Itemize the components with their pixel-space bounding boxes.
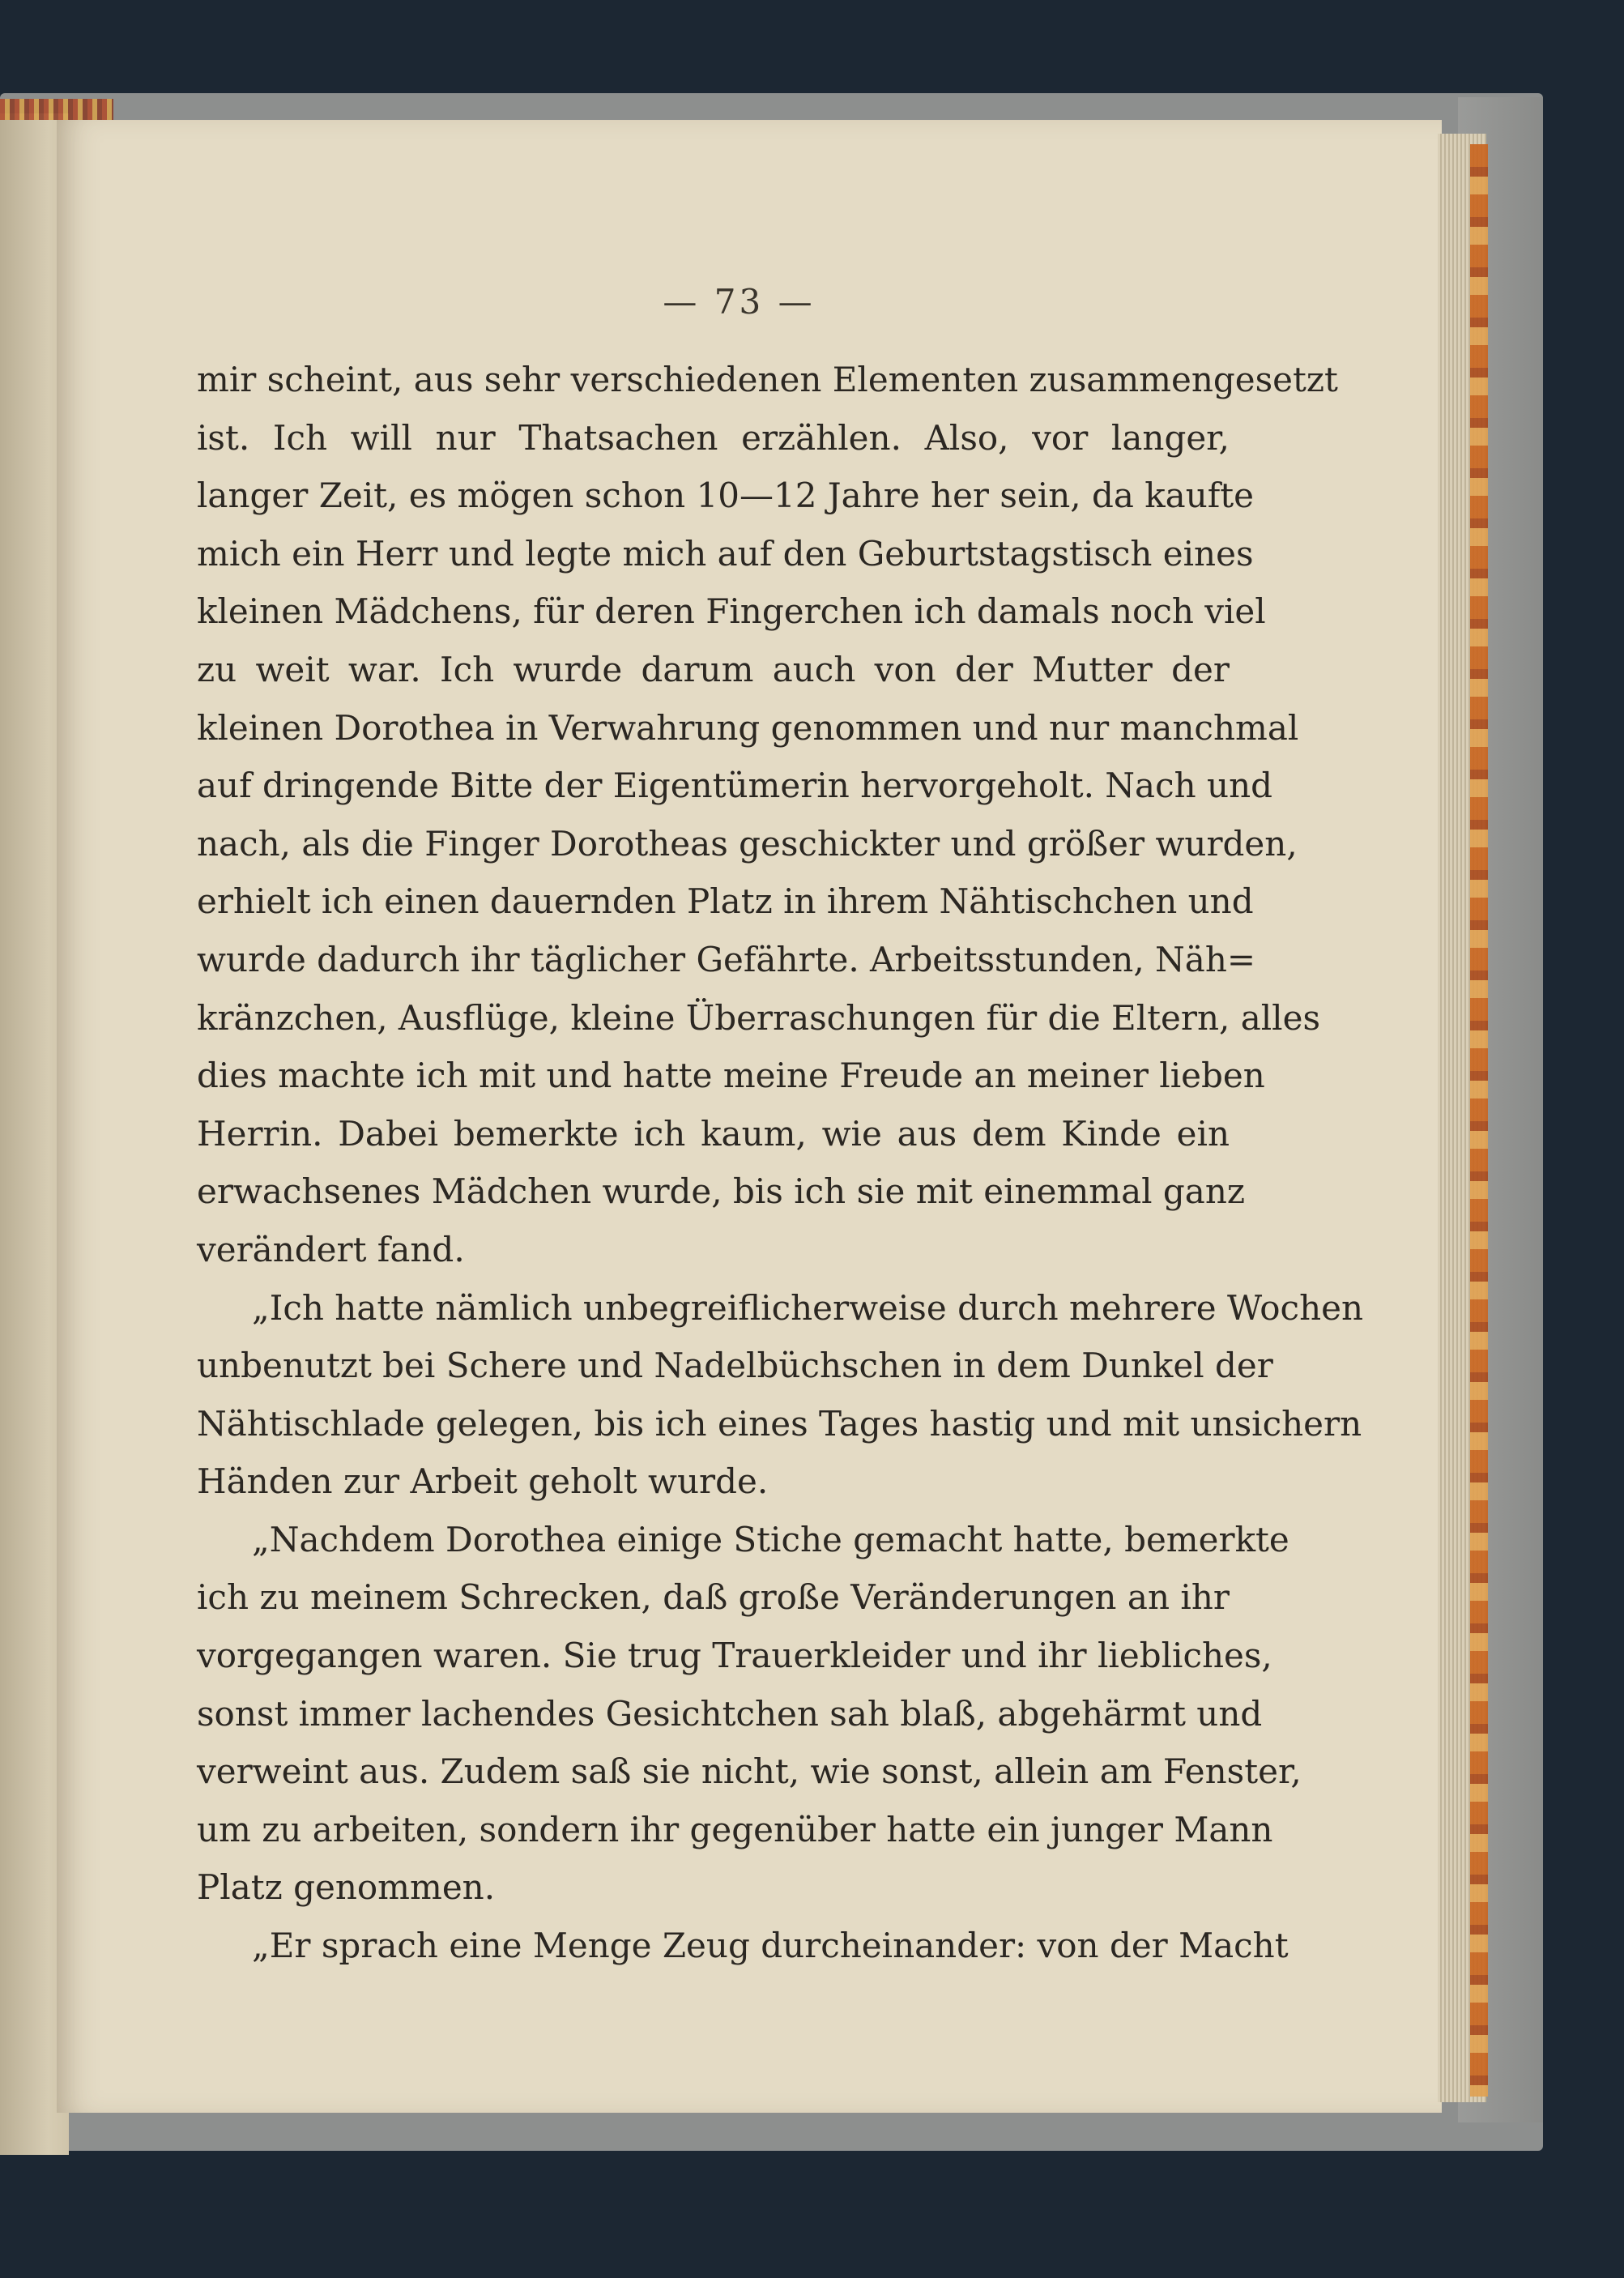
text-line: Platz genommen.	[197, 1867, 496, 1908]
text-line: um zu arbeiten, sondern ihr gegenüber hatte ein junger Mann	[197, 1809, 1273, 1849]
text-line: „Ich hatte nämlich unbegreiflicherweise durch mehrere Wochen	[252, 1287, 1364, 1328]
text-line: „Nachdem Dorothea einige Stiche gemacht hatte, bemerkte	[252, 1519, 1289, 1559]
bookmark-ribbon	[1470, 144, 1488, 2097]
text-line: nach, als die Finger Dorotheas geschickter und größer wurden,	[197, 823, 1298, 864]
text-line: Nähtischlade gelegen, bis ich eines Tages hastig und mit unsichern	[197, 1403, 1362, 1444]
text-line: mir scheint, aus sehr verschiedenen Elementen zusammengesetzt	[197, 360, 1338, 399]
text-line: erhielt ich einen dauernden Platz in ihrem Nähtischchen und	[197, 881, 1254, 922]
text-line: „Er sprach eine Menge Zeug durcheinander: von der Macht	[252, 1926, 1289, 1966]
text-line: zu weit war. Ich wurde darum auch von der Mutter der	[197, 649, 1230, 689]
text-line: kleinen Dorothea in Verwahrung genommen und nur manchmal	[197, 707, 1299, 748]
text-line: wurde dadurch ihr täglicher Gefährte. Arbeitsstunden, Näh=	[197, 939, 1256, 979]
text-line: kränzchen, Ausflüge, kleine Überraschungen für die Eltern, alles	[197, 997, 1321, 1038]
text-line: auf dringende Bitte der Eigentümerin hervorgeholt. Nach und	[197, 766, 1273, 806]
text-line: Herrin. Dabei bemerkte ich kaum, wie aus dem Kinde ein	[197, 1113, 1230, 1154]
page-number: — 73 —	[663, 282, 816, 322]
text-line: unbenutzt bei Schere und Nadelbüchschen in dem Dunkel der	[197, 1346, 1273, 1386]
text-line: dies machte ich mit und hatte meine Freude an meiner lieben	[197, 1056, 1265, 1096]
spine-decoration	[0, 99, 113, 120]
text-line: erwachsenes Mädchen wurde, bis ich sie mit einemmal ganz	[197, 1171, 1246, 1212]
page-text	[197, 351, 1364, 1975]
text-line: kleinen Mädchens, für deren Fingerchen ich damals noch viel	[197, 591, 1266, 632]
text-line: langer Zeit, es mögen schon 10—12 Jahre her sein, da kaufte	[197, 476, 1255, 516]
text-line: mich ein Herr und legte mich auf den Geburtstagstisch eines	[197, 533, 1254, 574]
text-line: sonst immer lachendes Gesichtchen sah blaß, abgehärmt und	[197, 1693, 1263, 1734]
text-line: verändert fand.	[197, 1229, 465, 1269]
text-line: ist. Ich will nur Thatsachen erzählen. Also, vor langer,	[197, 417, 1230, 458]
text-line: verweint aus. Zudem saß sie nicht, wie sonst, allein am Fenster,	[197, 1751, 1302, 1792]
text-line: vorgegangen waren. Sie trug Trauerkleider und ihr liebliches,	[197, 1636, 1272, 1676]
text-line: ich zu meinem Schrecken, daß große Veränderungen an ihr	[197, 1577, 1230, 1618]
text-line: Händen zur Arbeit geholt wurde.	[197, 1461, 769, 1502]
